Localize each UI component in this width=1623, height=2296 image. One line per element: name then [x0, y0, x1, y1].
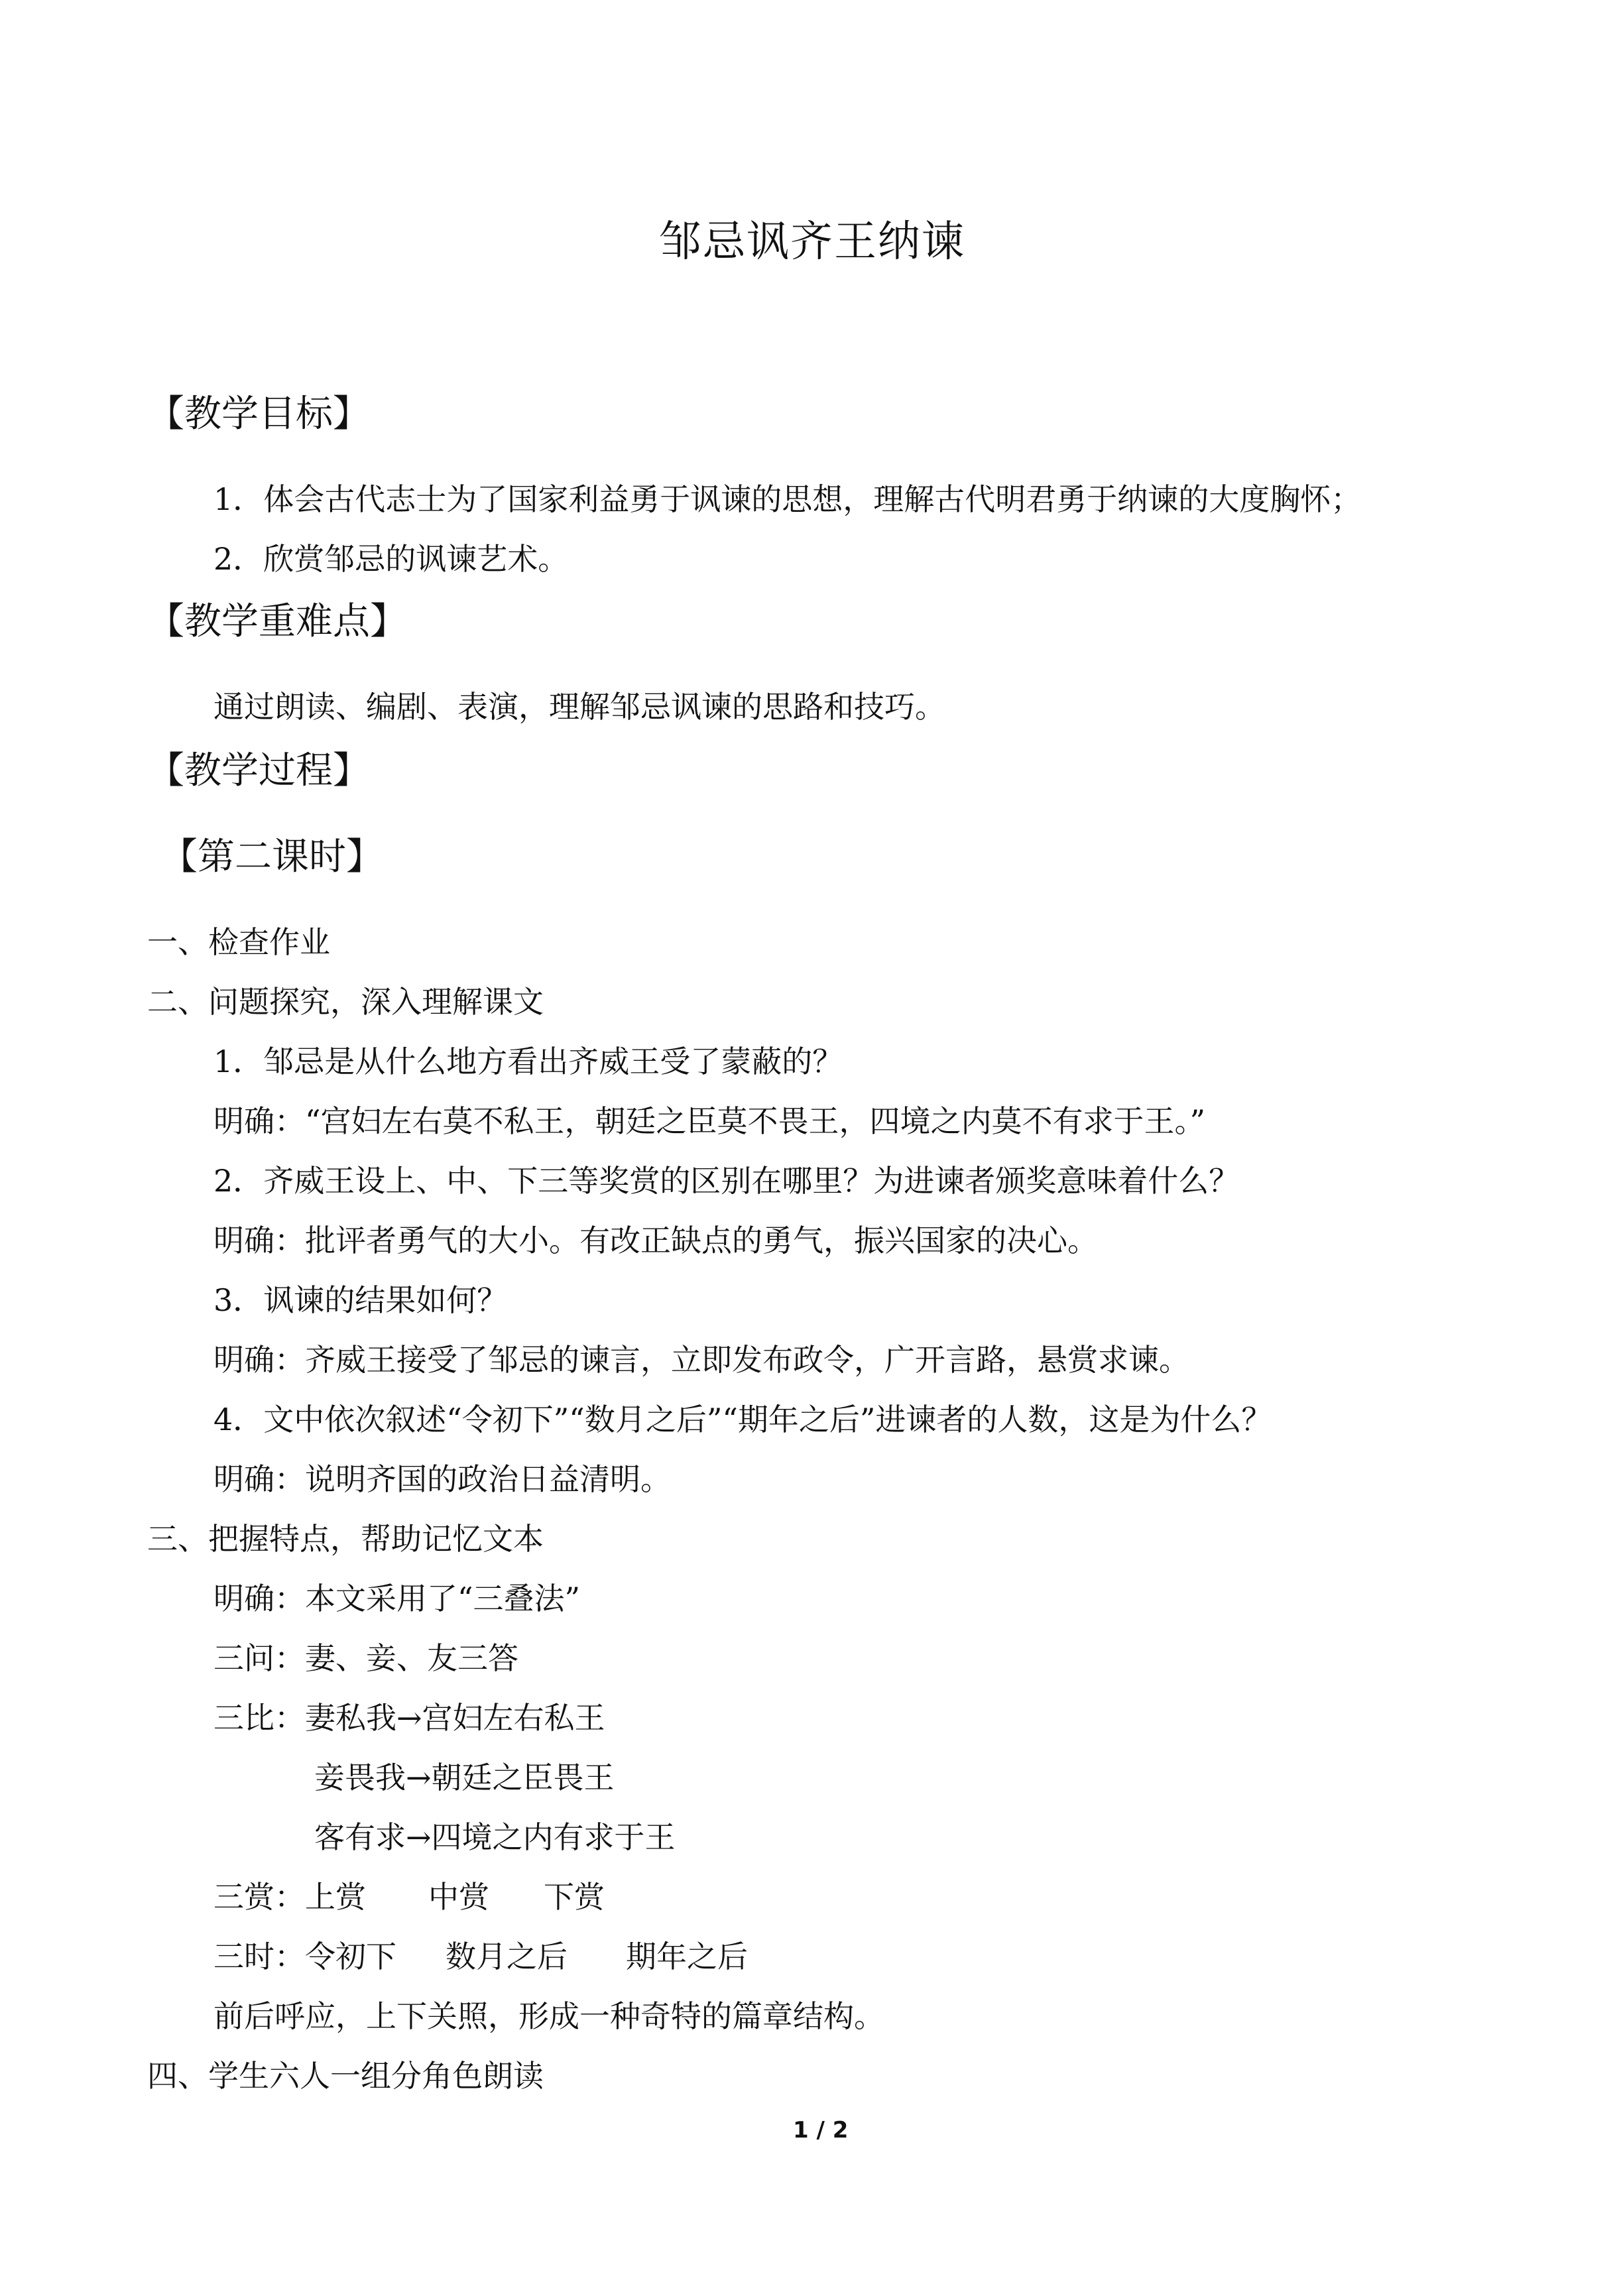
goal-item-2: 2．欣赏邹忌的讽谏艺术。: [213, 541, 569, 577]
structure-summary: 前后呼应，上下关照，形成一种奇特的篇章结构。: [213, 1998, 884, 2034]
question-1: 1．邹忌是从什么地方看出齐威王受了蒙蔽的？: [213, 1044, 843, 1079]
three-rewards-label: 三赏：上赏: [213, 1879, 366, 1915]
three-comparisons-1: 三比：妻私我→宫妇左右私王: [213, 1700, 605, 1736]
page-number: 1 / 2: [793, 2117, 849, 2144]
heading-teaching-goals: 【教学目标】: [147, 393, 370, 436]
three-times-label: 三时：令初下: [213, 1939, 396, 1974]
heading-teaching-process: 【教学过程】: [147, 749, 370, 792]
three-comparisons-3: 客有求→四境之内有求于王: [314, 1819, 676, 1855]
step-4: 四、学生六人一组分角色朗读: [147, 2058, 544, 2094]
three-times-3: 期年之后: [626, 1939, 748, 1974]
step-1: 一、检查作业: [147, 924, 330, 960]
three-comparisons-2: 妾畏我→朝廷之臣畏王: [314, 1760, 615, 1795]
three-times-2: 数月之后: [446, 1939, 568, 1974]
page-title: 邹忌讽齐王纳谏: [659, 217, 965, 267]
answer-4: 明确：说明齐国的政治日益清明。: [213, 1461, 671, 1497]
answer-2: 明确：批评者勇气的大小。有改正缺点的勇气，振兴国家的决心。: [213, 1223, 1098, 1258]
three-rewards-middle: 中赏: [428, 1879, 489, 1915]
question-2: 2．齐威王设上、中、下三等奖赏的区别在哪里？为进谏者颁奖意味着什么？: [213, 1163, 1240, 1199]
goal-item-1: 1．体会古代志士为了国家利益勇于讽谏的思想，理解古代明君勇于纳谏的大度胸怀；: [213, 481, 1362, 517]
three-questions: 三问：妻、妾、友三答: [213, 1640, 518, 1676]
key-point-text: 通过朗读、编剧、表演，理解邹忌讽谏的思路和技巧。: [213, 689, 945, 725]
heading-key-points: 【教学重难点】: [147, 600, 407, 643]
heading-second-lesson: 【第二课时】: [160, 835, 383, 878]
question-4: 4．文中依次叙述“令初下”“数月之后”“期年之后”进谏者的人数，这是为什么？: [213, 1402, 1272, 1437]
step-2: 二、问题探究，深入理解课文: [147, 984, 544, 1020]
step-3-answer: 明确：本文采用了“三叠法”: [213, 1581, 581, 1616]
answer-3: 明确：齐威王接受了邹忌的谏言，立即发布政令，广开言路，悬赏求谏。: [213, 1342, 1189, 1378]
answer-1: 明确：“宫妇左右莫不私王，朝廷之臣莫不畏王，四境之内莫不有求于王。”: [213, 1103, 1206, 1139]
three-rewards-lower: 下赏: [544, 1879, 605, 1915]
question-3: 3．讽谏的结果如何？: [213, 1282, 508, 1318]
step-3: 三、把握特点，帮助记忆文本: [147, 1521, 544, 1557]
